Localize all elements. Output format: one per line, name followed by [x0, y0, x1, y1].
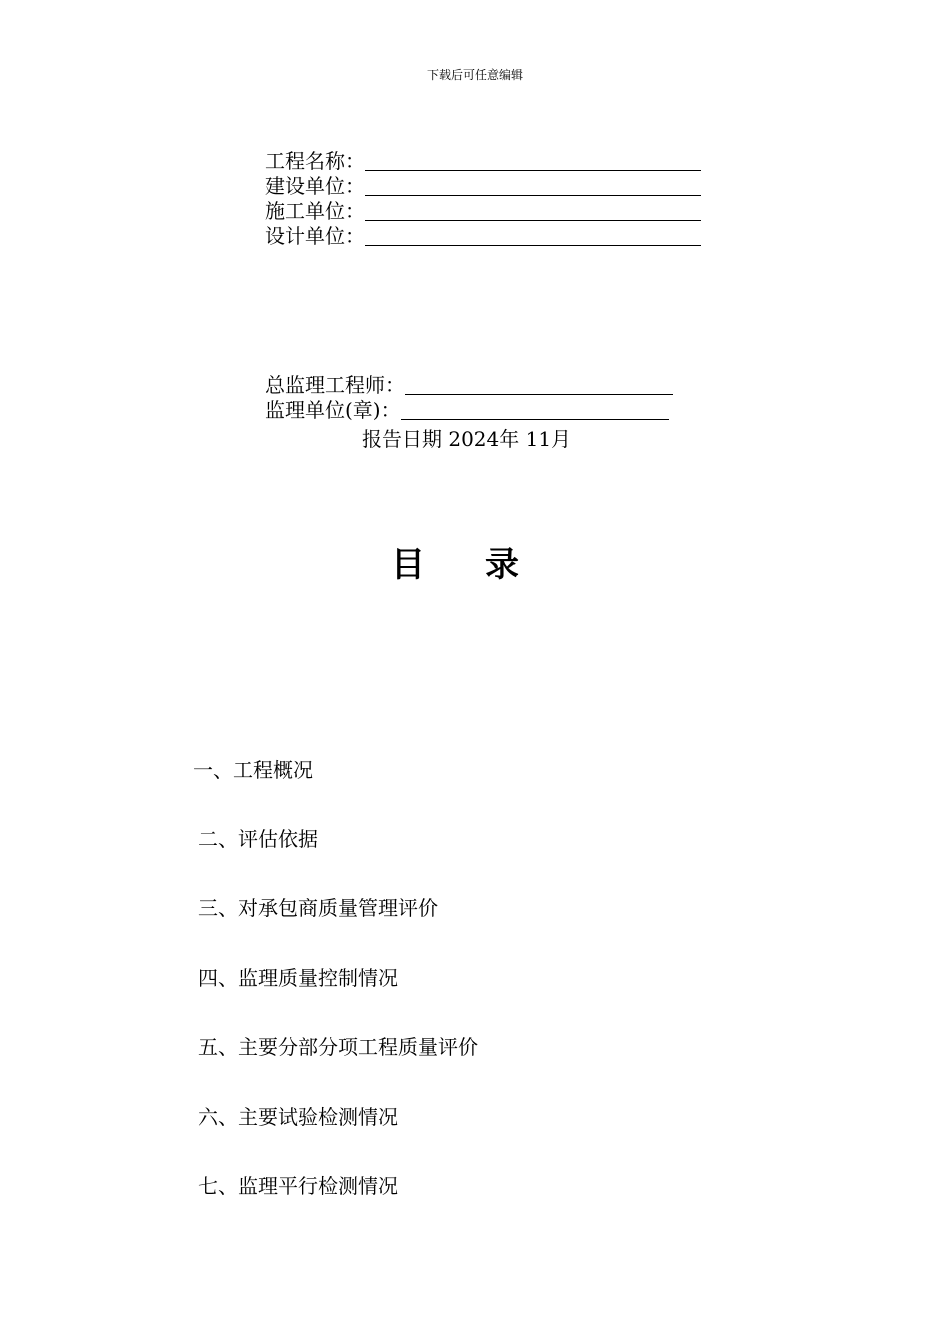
chief-supervisor-label: 总监理工程师：: [265, 373, 405, 397]
toc-item: 六、主要试验检测情况: [198, 1105, 398, 1129]
construction-unit-blank: [365, 175, 701, 196]
design-unit-label: 设计单位：: [265, 224, 365, 248]
design-unit-blank: [365, 225, 701, 246]
toc-item: 三、对承包商质量管理评价: [198, 896, 438, 920]
toc-item: 一、工程概况: [193, 758, 313, 782]
construction-unit-label: 建设单位：: [265, 174, 365, 198]
design-unit-field: [265, 223, 701, 248]
chief-supervisor-blank: [405, 374, 673, 395]
toc-item: 四、监理质量控制情况: [198, 966, 398, 990]
builder-unit-label: 施工单位：: [265, 199, 365, 223]
builder-unit-field: [265, 198, 701, 223]
chief-supervisor-field: [265, 372, 673, 397]
toc-item: 七、监理平行检测情况: [198, 1174, 398, 1198]
toc-title: 目录: [391, 545, 579, 585]
toc-item: 二、评估依据: [198, 827, 318, 851]
report-date: 报告日期 2024年 11月: [362, 427, 572, 451]
project-name-label: 工程名称：: [265, 149, 365, 173]
builder-unit-blank: [365, 200, 701, 221]
supervision-unit-blank: [401, 399, 669, 420]
toc-item: 五、主要分部分项工程质量评价: [198, 1035, 478, 1059]
project-name-field: [265, 148, 701, 173]
header-note: 下载后可任意编辑: [426, 68, 523, 82]
supervision-unit-label: 监理单位(章)：: [265, 398, 401, 422]
project-name-blank: [365, 150, 701, 171]
supervision-unit-field: [265, 397, 669, 422]
construction-unit-field: [265, 173, 701, 198]
